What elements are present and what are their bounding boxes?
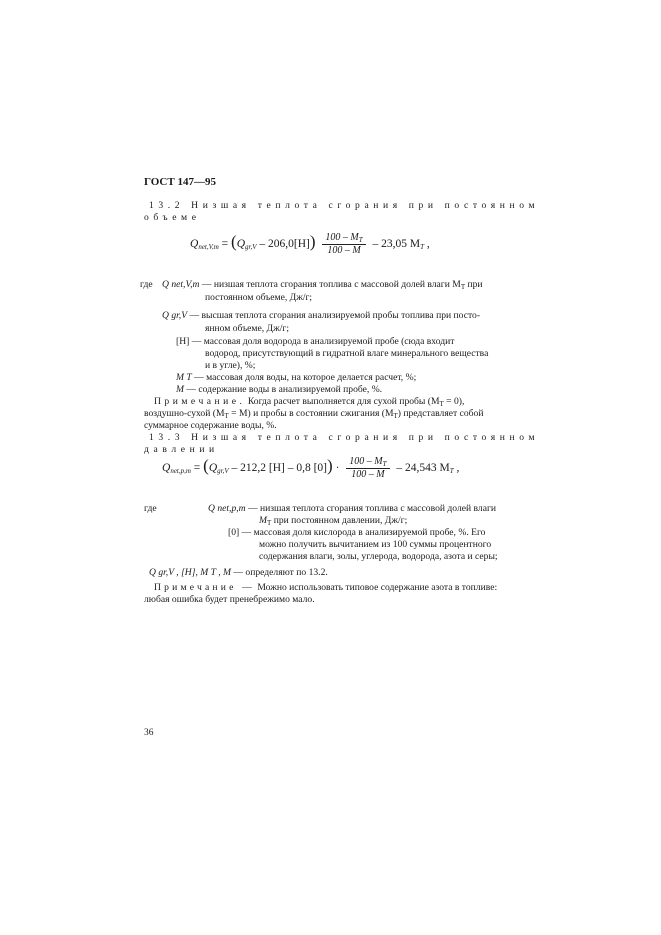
formula-fraction <box>346 456 389 480</box>
formula-dot: · <box>335 462 340 474</box>
def-text: низшая теплота сгорания топлива с массовой долей влаги <box>259 503 497 514</box>
document-id: ГОСТ 147—95 <box>144 176 216 188</box>
def-sym: Q net,V,m <box>162 279 200 290</box>
note-13-3-line2: любая ошибка будет пренебрежимо мало. <box>144 594 315 605</box>
formula-minus-term: – 206,0[H] <box>259 238 310 250</box>
note-13-2-line2: воздушно-сухой $(M_T = M)$ и пробы в состоянии сжигания $(M_T)$ представляет собой <box>144 408 484 420</box>
def-dash: — <box>194 372 204 383</box>
def-q-gr-v-line2: янном объеме, Дж/г; <box>205 323 289 334</box>
section-13-3-title-line2: давлении <box>144 444 219 455</box>
def-dash: — <box>189 310 200 321</box>
def-q-net-p-m-line2: $M_T$ при постоянном давлении, Дж/г; <box>259 515 408 527</box>
def-sym: M <box>176 384 184 395</box>
def-q-net-v-m-line2: постоянном объеме, Дж/г; <box>205 292 313 303</box>
paren-close: ) <box>327 456 333 475</box>
note-13-2-line3: суммарное содержание воды, %. <box>144 420 277 431</box>
note-line2: воздушно-сухой (M <box>144 408 225 419</box>
section-13-3-title-line1: 13.3 Низшая теплота сгорания при постоянном <box>149 432 540 443</box>
formula-13-3 <box>162 456 459 480</box>
formula-inner-sub: gr,V <box>245 243 257 251</box>
formula-lhs: Q <box>162 462 171 474</box>
def-dash: — <box>241 527 252 538</box>
frac-num-sub: T <box>382 460 387 469</box>
def-q-gr-v <box>162 310 480 322</box>
note-13-2: Примечание. Когда расчет выполняется для сухой пробы $(M_T = 0)$, <box>154 396 465 408</box>
def-dash: — <box>186 384 196 395</box>
def-mt <box>176 372 416 384</box>
formula-end: , <box>456 462 460 474</box>
note-line2c: ) представляет собой <box>397 408 484 419</box>
def-text: массовая доля воды, на которое делается расчет, %; <box>206 372 417 383</box>
section-13-2-title-line1: 13.2 Низшая теплота сгорания при постоянном <box>149 200 540 211</box>
def-h-line3: и в угле), %; <box>205 360 256 371</box>
def-text: низшая теплота сгорания топлива с массовой долей влаги M <box>213 279 461 290</box>
frac-den: 100 – M <box>351 469 385 481</box>
formula-lhs-sub: net,V,m <box>198 243 219 251</box>
def-text: высшая теплота сгорания анализируемой пробы топлива при посто- <box>201 310 481 321</box>
note-title: Примечание — <box>154 582 255 593</box>
def-o <box>228 527 485 539</box>
formula-inner-q: Q <box>208 462 218 474</box>
formula-minus-term: – 212,2 [H] – 0,8 [0] <box>231 462 328 474</box>
def-sym: Q gr,V <box>162 310 188 321</box>
formula-end: , <box>426 238 430 250</box>
formula-fraction <box>322 232 365 256</box>
def-text: — определяют по 13.2. <box>233 567 328 578</box>
def-sym: [H] <box>176 336 190 347</box>
frac-num: 100 – M <box>325 232 359 244</box>
formula-inner-q: Q <box>236 238 246 250</box>
def-o-line2: можно получить вычитанием из 100 суммы процентного <box>259 539 492 550</box>
def-dash: — <box>247 503 258 514</box>
formula-tail: – 24,543 M <box>396 462 450 474</box>
def-sym: [0] <box>228 527 240 538</box>
def-text-m: M <box>259 515 267 526</box>
formula-lhs-sub: net,p,m <box>170 467 191 475</box>
paren-open: ( <box>231 232 237 251</box>
def-dash: — <box>201 279 212 290</box>
where-label-2: где <box>144 503 157 514</box>
formula-eq: = <box>221 238 229 250</box>
formula-tail-sub: T <box>420 243 425 251</box>
def-o-line3: содержания влаги, золы, углерода, водорода, азота и серы; <box>259 551 498 562</box>
def-text-2b: при постоянном давлении, Дж/г; <box>273 515 408 526</box>
def-q-net-p-m <box>208 503 496 515</box>
def-text: массовая доля кислорода в анализируемой пробе, %. Его <box>253 527 486 538</box>
def-sym: M T <box>176 372 192 383</box>
def-text: содержание воды в анализируемой пробе, %. <box>198 384 383 395</box>
note-line1b: = 0), <box>446 396 465 407</box>
section-13-2-title-line2: объеме <box>144 212 201 223</box>
where-label: где <box>140 279 153 290</box>
formula-tail-sub: T <box>449 467 454 475</box>
formula-13-2 <box>190 232 430 256</box>
def-text-tail: при <box>467 279 483 290</box>
note-13-3 <box>154 582 497 594</box>
note-title: Примечание. <box>154 396 246 407</box>
def-syms: Q gr,V , [H], M T , M <box>149 567 232 578</box>
def-sym: Q net,p,m <box>208 503 246 514</box>
frac-num: 100 – M <box>349 456 383 468</box>
note-line1: Можно использовать типовое содержание азота в топливе: <box>257 582 498 593</box>
paren-open: ( <box>203 456 209 475</box>
def-q-net-v-m: Q net,V,m — низшая теплота сгорания топлива с массовой долей влаги $M_T$ при <box>162 279 483 291</box>
def-h <box>176 336 454 348</box>
paren-close: ) <box>309 232 316 251</box>
formula-tail: – 23,05 M <box>372 238 421 250</box>
section-13-2-title <box>149 200 539 212</box>
formula-inner-sub: gr,V <box>217 467 229 475</box>
page-number: 36 <box>144 728 154 738</box>
note-line2b: = M) и пробы в состоянии сжигания (M <box>231 408 394 419</box>
def-dash: — <box>191 336 202 347</box>
frac-den: 100 – M <box>327 245 361 257</box>
def-refs <box>149 567 328 579</box>
formula-eq: = <box>193 462 201 474</box>
note-line1: Когда расчет выполняется для сухой пробы (M <box>247 396 440 407</box>
frac-num-sub: T <box>358 236 363 245</box>
def-h-line2: водород, присутствующий в гидратной влаге минерального вещества <box>205 348 489 359</box>
formula-lhs: Q <box>190 238 199 250</box>
def-text: массовая доля водорода в анализируемой пробе (сюда входит <box>203 336 455 347</box>
def-m <box>176 384 382 396</box>
